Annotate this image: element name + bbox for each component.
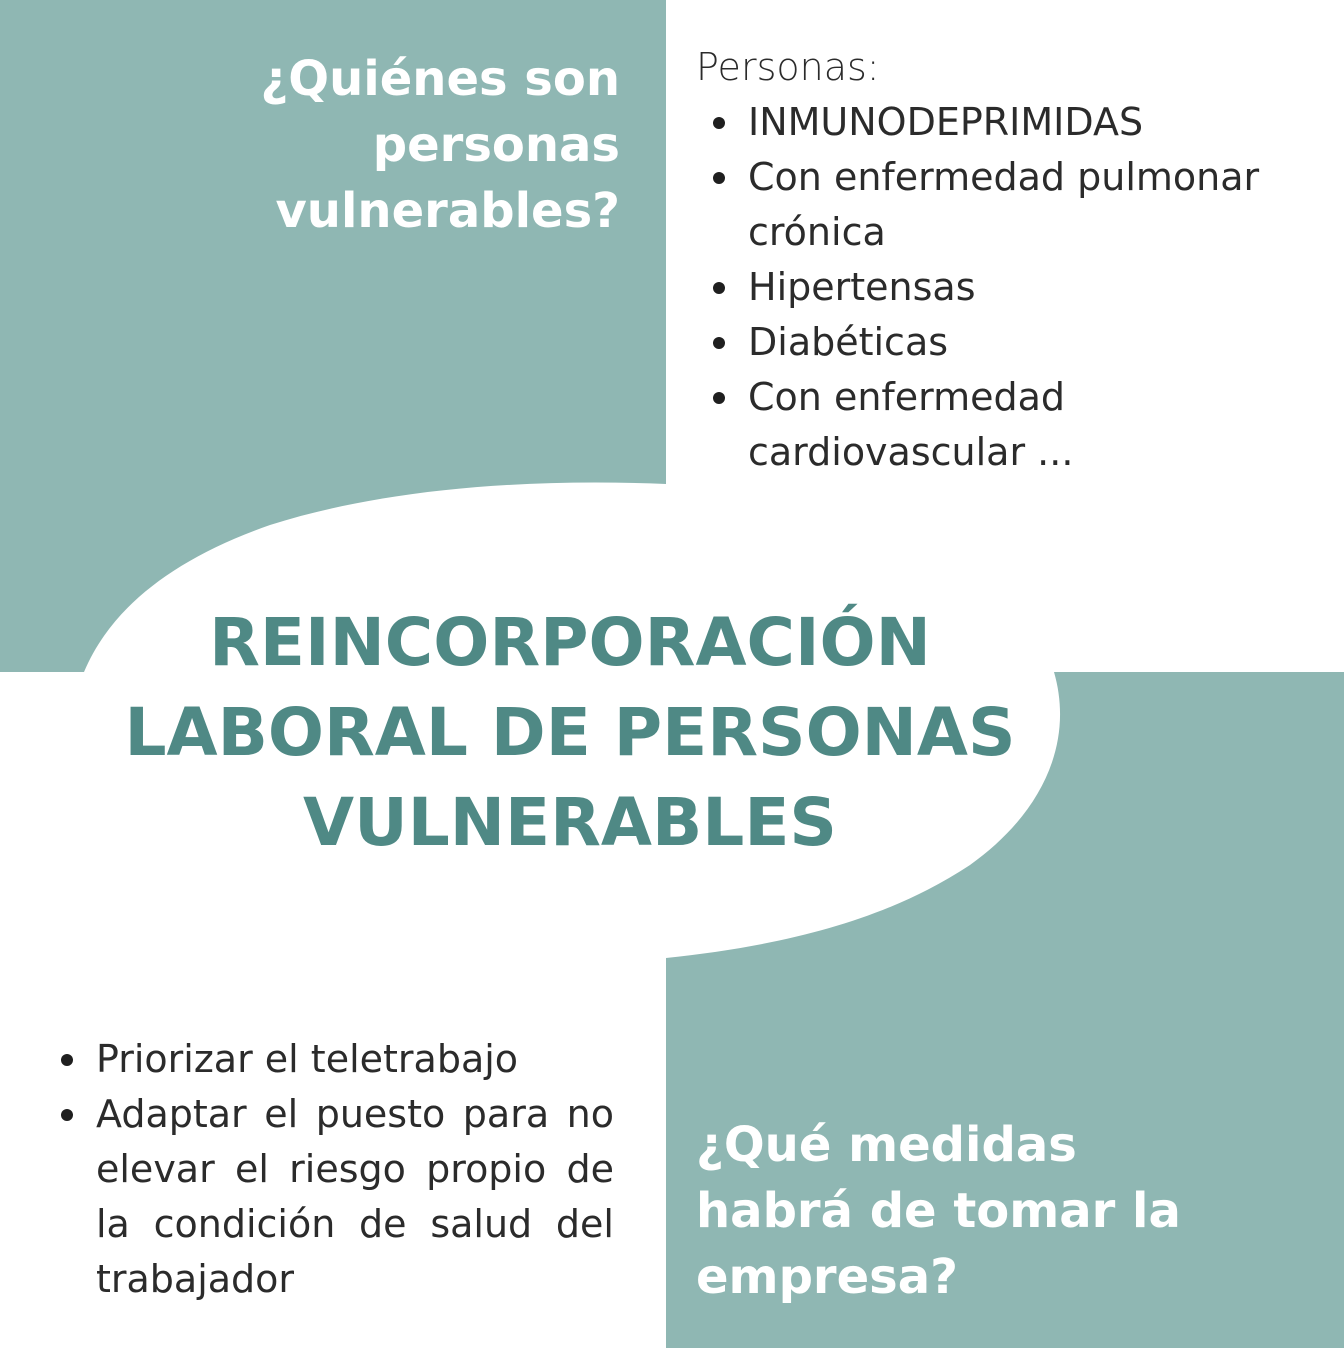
question-measures-heading: [696, 1112, 1316, 1310]
list-item: [696, 260, 1316, 315]
persons-intro: Personas:: [696, 45, 880, 89]
list-item-text: Con enfermedad cardiovascular ...: [748, 375, 1074, 474]
question-measures-line: ¿Qué medidas: [696, 1117, 1077, 1173]
main-title-line: LABORAL DE PERSONAS: [124, 694, 1016, 771]
question-measures-line: empresa?: [696, 1249, 958, 1305]
list-item-text: Con enfermedad pulmonar crónica: [748, 155, 1260, 254]
question-measures-line: habrá de tomar la: [696, 1183, 1181, 1239]
list-item-text: Diabéticas: [748, 320, 949, 364]
question-who-line: personas: [372, 117, 620, 173]
bullet-icon: [713, 172, 725, 184]
bullet-icon: [713, 282, 725, 294]
list-item-text: Hipertensas: [748, 265, 976, 309]
list-item-text: Priorizar el teletrabajo: [96, 1037, 519, 1081]
company-measures-block: [44, 1032, 614, 1307]
company-measures-list: [44, 1032, 614, 1307]
list-item: [696, 150, 1316, 260]
list-item-text: Adaptar el puesto para no elevar el riesgo propio de la condición de salud del trabajador: [96, 1092, 614, 1301]
bullet-icon: [713, 337, 725, 349]
question-who-line: vulnerables?: [275, 183, 620, 239]
list-item: [696, 95, 1316, 150]
bullet-icon: [61, 1054, 73, 1066]
vulnerable-persons-list: [696, 95, 1316, 480]
main-title-line: REINCORPORACIÓN: [209, 604, 931, 681]
question-who-line: ¿Quiénes son: [260, 51, 620, 107]
bullet-icon: [713, 392, 725, 404]
vulnerable-persons-block: [696, 40, 1316, 480]
list-item-text: INMUNODEPRIMIDAS: [748, 100, 1144, 144]
list-item: [696, 315, 1316, 370]
list-item: [44, 1087, 614, 1307]
question-who-heading: [200, 46, 620, 244]
list-item: [696, 370, 1316, 480]
list-item: [44, 1032, 614, 1087]
bullet-icon: [61, 1109, 73, 1121]
bullet-icon: [713, 117, 725, 129]
main-title-line: VULNERABLES: [303, 784, 837, 861]
main-title: [90, 598, 1050, 868]
